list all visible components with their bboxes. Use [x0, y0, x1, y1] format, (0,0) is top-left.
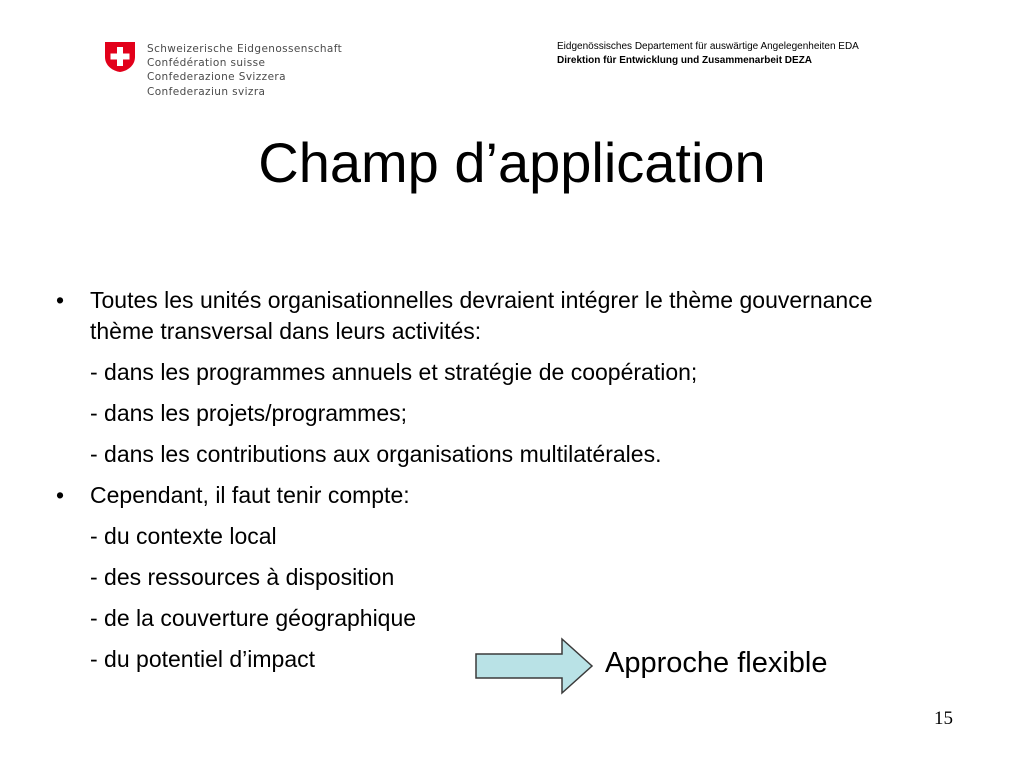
- bullet-text: Toutes les unités organisationnelles devraient intégrer le thème gouvernance thème transversal dans leurs activités:: [90, 287, 873, 344]
- logo-line-rm: Confederaziun svizra: [147, 85, 266, 98]
- swiss-flag-icon: [104, 41, 136, 73]
- directorate-name: Direktion für Entwicklung und Zusammenarbeit DEZA: [557, 54, 813, 66]
- department-name: Eidgenössisches Departement für auswärtige Angelegenheiten EDA: [557, 41, 859, 52]
- logo-names: [147, 42, 347, 99]
- page-number: 15: [934, 708, 953, 729]
- logo-line-de: Schweizerische Eidgenossenschaft: [147, 43, 343, 55]
- bullet-marker: •: [56, 482, 65, 508]
- right-arrow-icon: [474, 637, 594, 695]
- sub-item: - dans les contributions aux organisations multilatérales.: [90, 441, 662, 467]
- sub-item: - du potentiel d’impact: [90, 646, 316, 672]
- department-header: [557, 40, 917, 67]
- bullet-text: Cependant, il faut tenir compte:: [90, 482, 410, 508]
- slide-content: [56, 285, 896, 675]
- sub-item: - dans les projets/programmes;: [90, 400, 408, 426]
- logo-line-it: Confederazione Svizzera: [147, 71, 286, 84]
- sub-item: - dans les programmes annuels et stratégie de coopération;: [90, 359, 698, 385]
- logo-line-fr: Confédération suisse: [147, 57, 266, 70]
- conclusion-text: Approche flexible: [605, 647, 828, 679]
- bullet-item: [56, 285, 896, 347]
- sub-item: - de la couverture géographique: [90, 605, 417, 631]
- bullet-item: [56, 480, 896, 511]
- sub-item: - du contexte local: [90, 523, 277, 549]
- slide-title: Champ d’application: [258, 131, 766, 194]
- sub-item: - des ressources à disposition: [90, 564, 395, 590]
- bullet-marker: •: [56, 287, 65, 313]
